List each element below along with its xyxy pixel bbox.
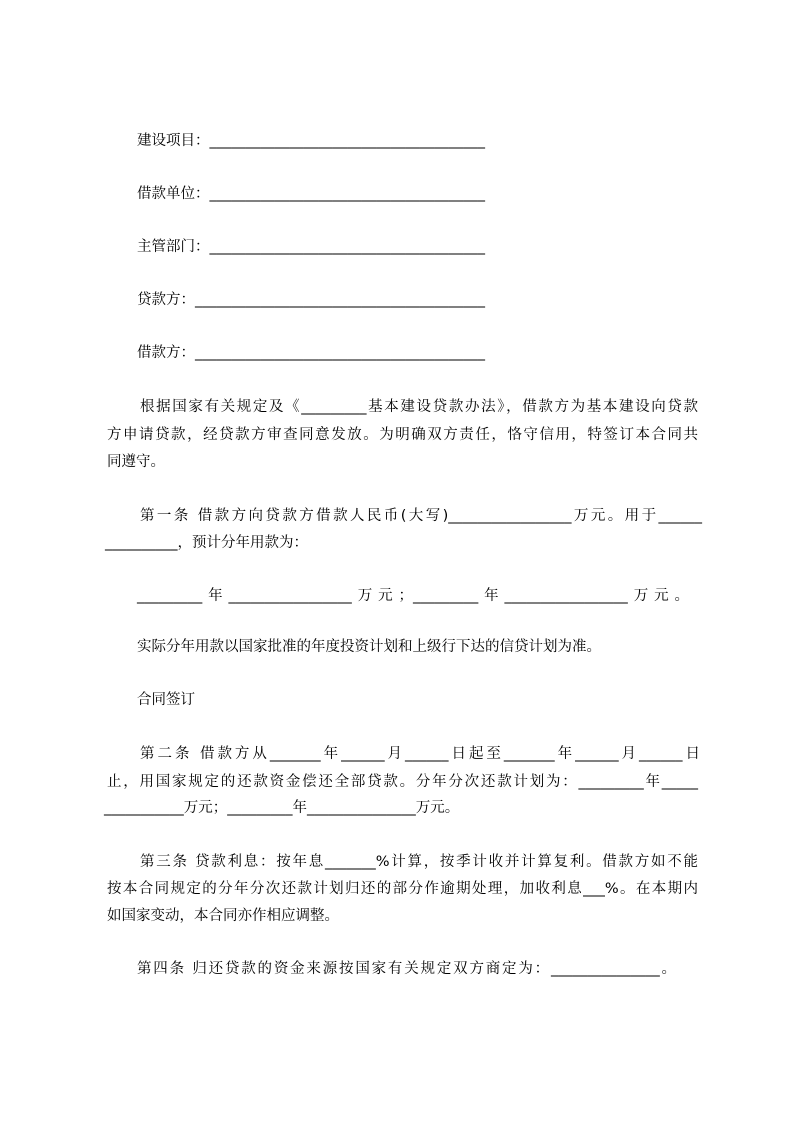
preamble-line-2: 方申请贷款，经贷款方审查同意发放。为明确双方责任，恪守信用，特签订本合同共 (107, 427, 698, 443)
field-blank: ________________________________________ (195, 345, 485, 361)
article3-line-3: 如国家变动，本合同亦作相应调整。 (107, 908, 339, 924)
article1-line-3: _________年_________________万元；_________年_________________万元。 (137, 588, 689, 604)
article4-line: 第四条 归还贷款的资金来源按国家有关规定双方商定为：_______________。 (137, 961, 676, 977)
header-field-project (137, 131, 485, 151)
preamble-line-3: 同遵守。 (107, 454, 165, 470)
preamble-line-1: 根据国家有关规定及《_________基本建设贷款办法》，借款方为基本建设向贷款 (140, 399, 698, 415)
article2-line-2: 止，用国家规定的还款资金偿还全部贷款。分年分次还款计划为：_________年_____ (107, 774, 698, 790)
field-blank: ______________________________________ (209, 186, 485, 202)
field-label: 借款方： (137, 345, 195, 361)
header-field-lender (137, 290, 485, 310)
header-field-borrower (137, 343, 485, 363)
article3-line-2: 按本合同规定的分年分次还款计划归还的部分作逾期处理，加收利息___%。在本期内 (107, 881, 698, 897)
field-blank: ______________________________________ (209, 239, 485, 255)
article2-line-3: ___________万元；_________年_______________万元。 (104, 800, 460, 816)
header-field-borrower-unit (137, 184, 485, 204)
actual-usage-line: 实际分年用款以国家批准的年度投资计划和上级行下达的信贷计划为准。 (137, 639, 601, 655)
article1-line-1: 第一条 借款方向贷款方借款人民币(大写)_________________万元。用于______ (140, 508, 702, 524)
field-label: 借款单位： (137, 186, 210, 202)
section-heading: 合同签订 (137, 692, 195, 708)
article3-line-1: 第三条 贷款利息：按年息_______%计算，按季计收并计算复利。借款方如不能 (140, 854, 698, 870)
header-field-authority (137, 237, 485, 257)
field-label: 贷款方： (137, 292, 195, 308)
article2-line-1: 第二条 借款方从_______年______月______日起至_______年______月______日 (140, 746, 700, 762)
field-label: 建设项目： (137, 133, 210, 149)
article1-line-2: __________，预计分年用款为： (105, 535, 308, 551)
field-blank: ________________________________________ (195, 292, 485, 308)
field-label: 主管部门： (137, 239, 210, 255)
field-blank: ______________________________________ (209, 133, 485, 149)
